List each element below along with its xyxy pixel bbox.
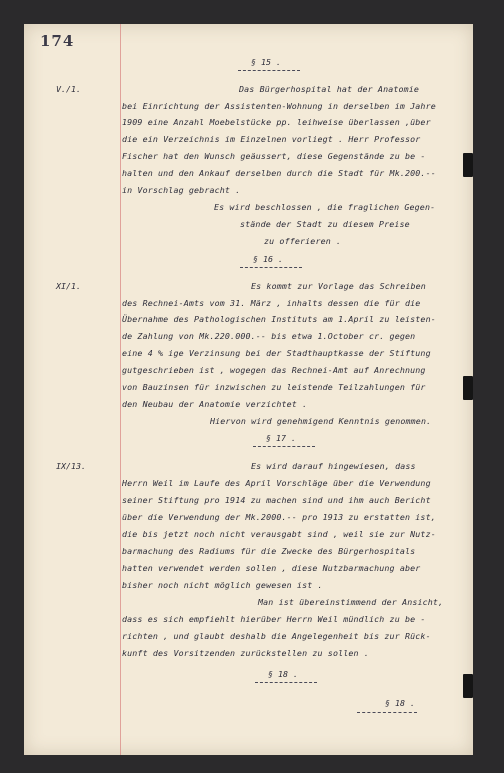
archive-page — [24, 24, 473, 755]
index-tab — [463, 153, 473, 177]
text-line: 1909 eine Anzahl Moebelstücke pp. leihweise überlassen ,über — [122, 117, 431, 127]
page-number: 174 — [40, 32, 75, 50]
text-line: des Rechnei-Amts vom 31. März , inhalts dessen die für die — [122, 298, 421, 308]
index-tab — [463, 376, 473, 400]
resolution-line: dass es sich empfiehlt hierüber Herrn Weil mündlich zu be - — [122, 614, 426, 624]
index-tab — [463, 674, 473, 698]
text-line: Fischer hat den Wunsch geäussert, diese Gegenstände zu be - — [122, 151, 426, 161]
section-heading: § 17 . — [266, 433, 296, 443]
resolution-line: kunft des Vorsitzenden zurückstellen zu sollen . — [122, 648, 369, 658]
text-line: von Bauzinsen für inzwischen zu leistende Teilzahlungen für — [122, 382, 426, 392]
resolution-line: Es wird beschlossen , die fraglichen Gegen- — [214, 202, 436, 212]
text-line: bisher noch nicht möglich gewesen ist . — [122, 580, 323, 590]
catchword-underline — [357, 712, 417, 713]
text-line: über die Verwendung der Mk.2000.-- pro 1913 zu erstatten ist, — [122, 512, 436, 522]
resolution-line: richten , und glaubt deshalb die Angelegenheit bis zur Rück- — [122, 631, 431, 641]
text-line: Es kommt zur Vorlage das Schreiben — [251, 281, 426, 291]
heading-underline — [238, 70, 300, 71]
text-line: hatten verwendet werden sollen , diese Nutzbarmachung aber — [122, 563, 421, 573]
section-reference: V./1. — [56, 84, 81, 94]
text-line: Das Bürgerhospital hat der Anatomie — [239, 84, 420, 94]
text-line: de Zahlung von Mk.220.000.-- bis etwa 1.October cr. gegen — [122, 331, 416, 341]
text-line: halten und den Ankauf derselben durch die Stadt für Mk.200.-- — [122, 168, 436, 178]
heading-underline — [240, 267, 302, 268]
resolution-line: zu offerieren . — [264, 236, 342, 246]
text-line: gutgeschrieben ist , wogegen das Rechnei-Amt auf Anrechnung — [122, 365, 426, 375]
resolution-line: stände der Stadt zu diesem Preise — [240, 219, 410, 229]
section-heading: § 15 . — [251, 57, 281, 67]
text-line: die bis jetzt noch nicht verausgabt sind , weil sie zur Nutz- — [122, 529, 436, 539]
heading-underline — [255, 682, 317, 683]
text-line: eine 4 % ige Verzinsung bei der Stadthauptkasse der Stiftung — [122, 348, 431, 358]
text-line: seiner Stiftung pro 1914 zu machen sind und ihm auch Bericht — [122, 495, 431, 505]
text-line: den Neubau der Anatomie verzichtet . — [122, 399, 308, 409]
text-line: Es wird darauf hingewiesen, dass — [251, 461, 416, 471]
section-reference: IX/13. — [56, 461, 86, 471]
section-heading: § 18 . — [268, 669, 298, 679]
text-line: Herrn Weil im Laufe des April Vorschläge über die Verwendung — [122, 478, 431, 488]
text-line: in Vorschlag gebracht . — [122, 185, 241, 195]
text-line: barmachung des Radiums für die Zwecke des Bürgerhospitals — [122, 546, 416, 556]
resolution-line: Hiervon wird genehmigend Kenntnis genommen. — [210, 416, 432, 426]
section-heading: § 16 . — [253, 254, 283, 264]
catchword: § 18 . — [385, 698, 415, 708]
margin-rule — [120, 24, 121, 755]
text-line: bei Einrichtung der Assistenten-Wohnung in derselben im Jahre — [122, 101, 436, 111]
section-reference: XI/1. — [56, 281, 81, 291]
resolution-line: Man ist übereinstimmend der Ansicht, — [258, 597, 444, 607]
text-line: die ein Verzeichnis im Einzelnen vorliegt . Herr Professor — [122, 134, 421, 144]
heading-underline — [253, 446, 315, 447]
text-line: Übernahme des Pathologischen Instituts am 1.April zu leisten- — [122, 314, 436, 324]
